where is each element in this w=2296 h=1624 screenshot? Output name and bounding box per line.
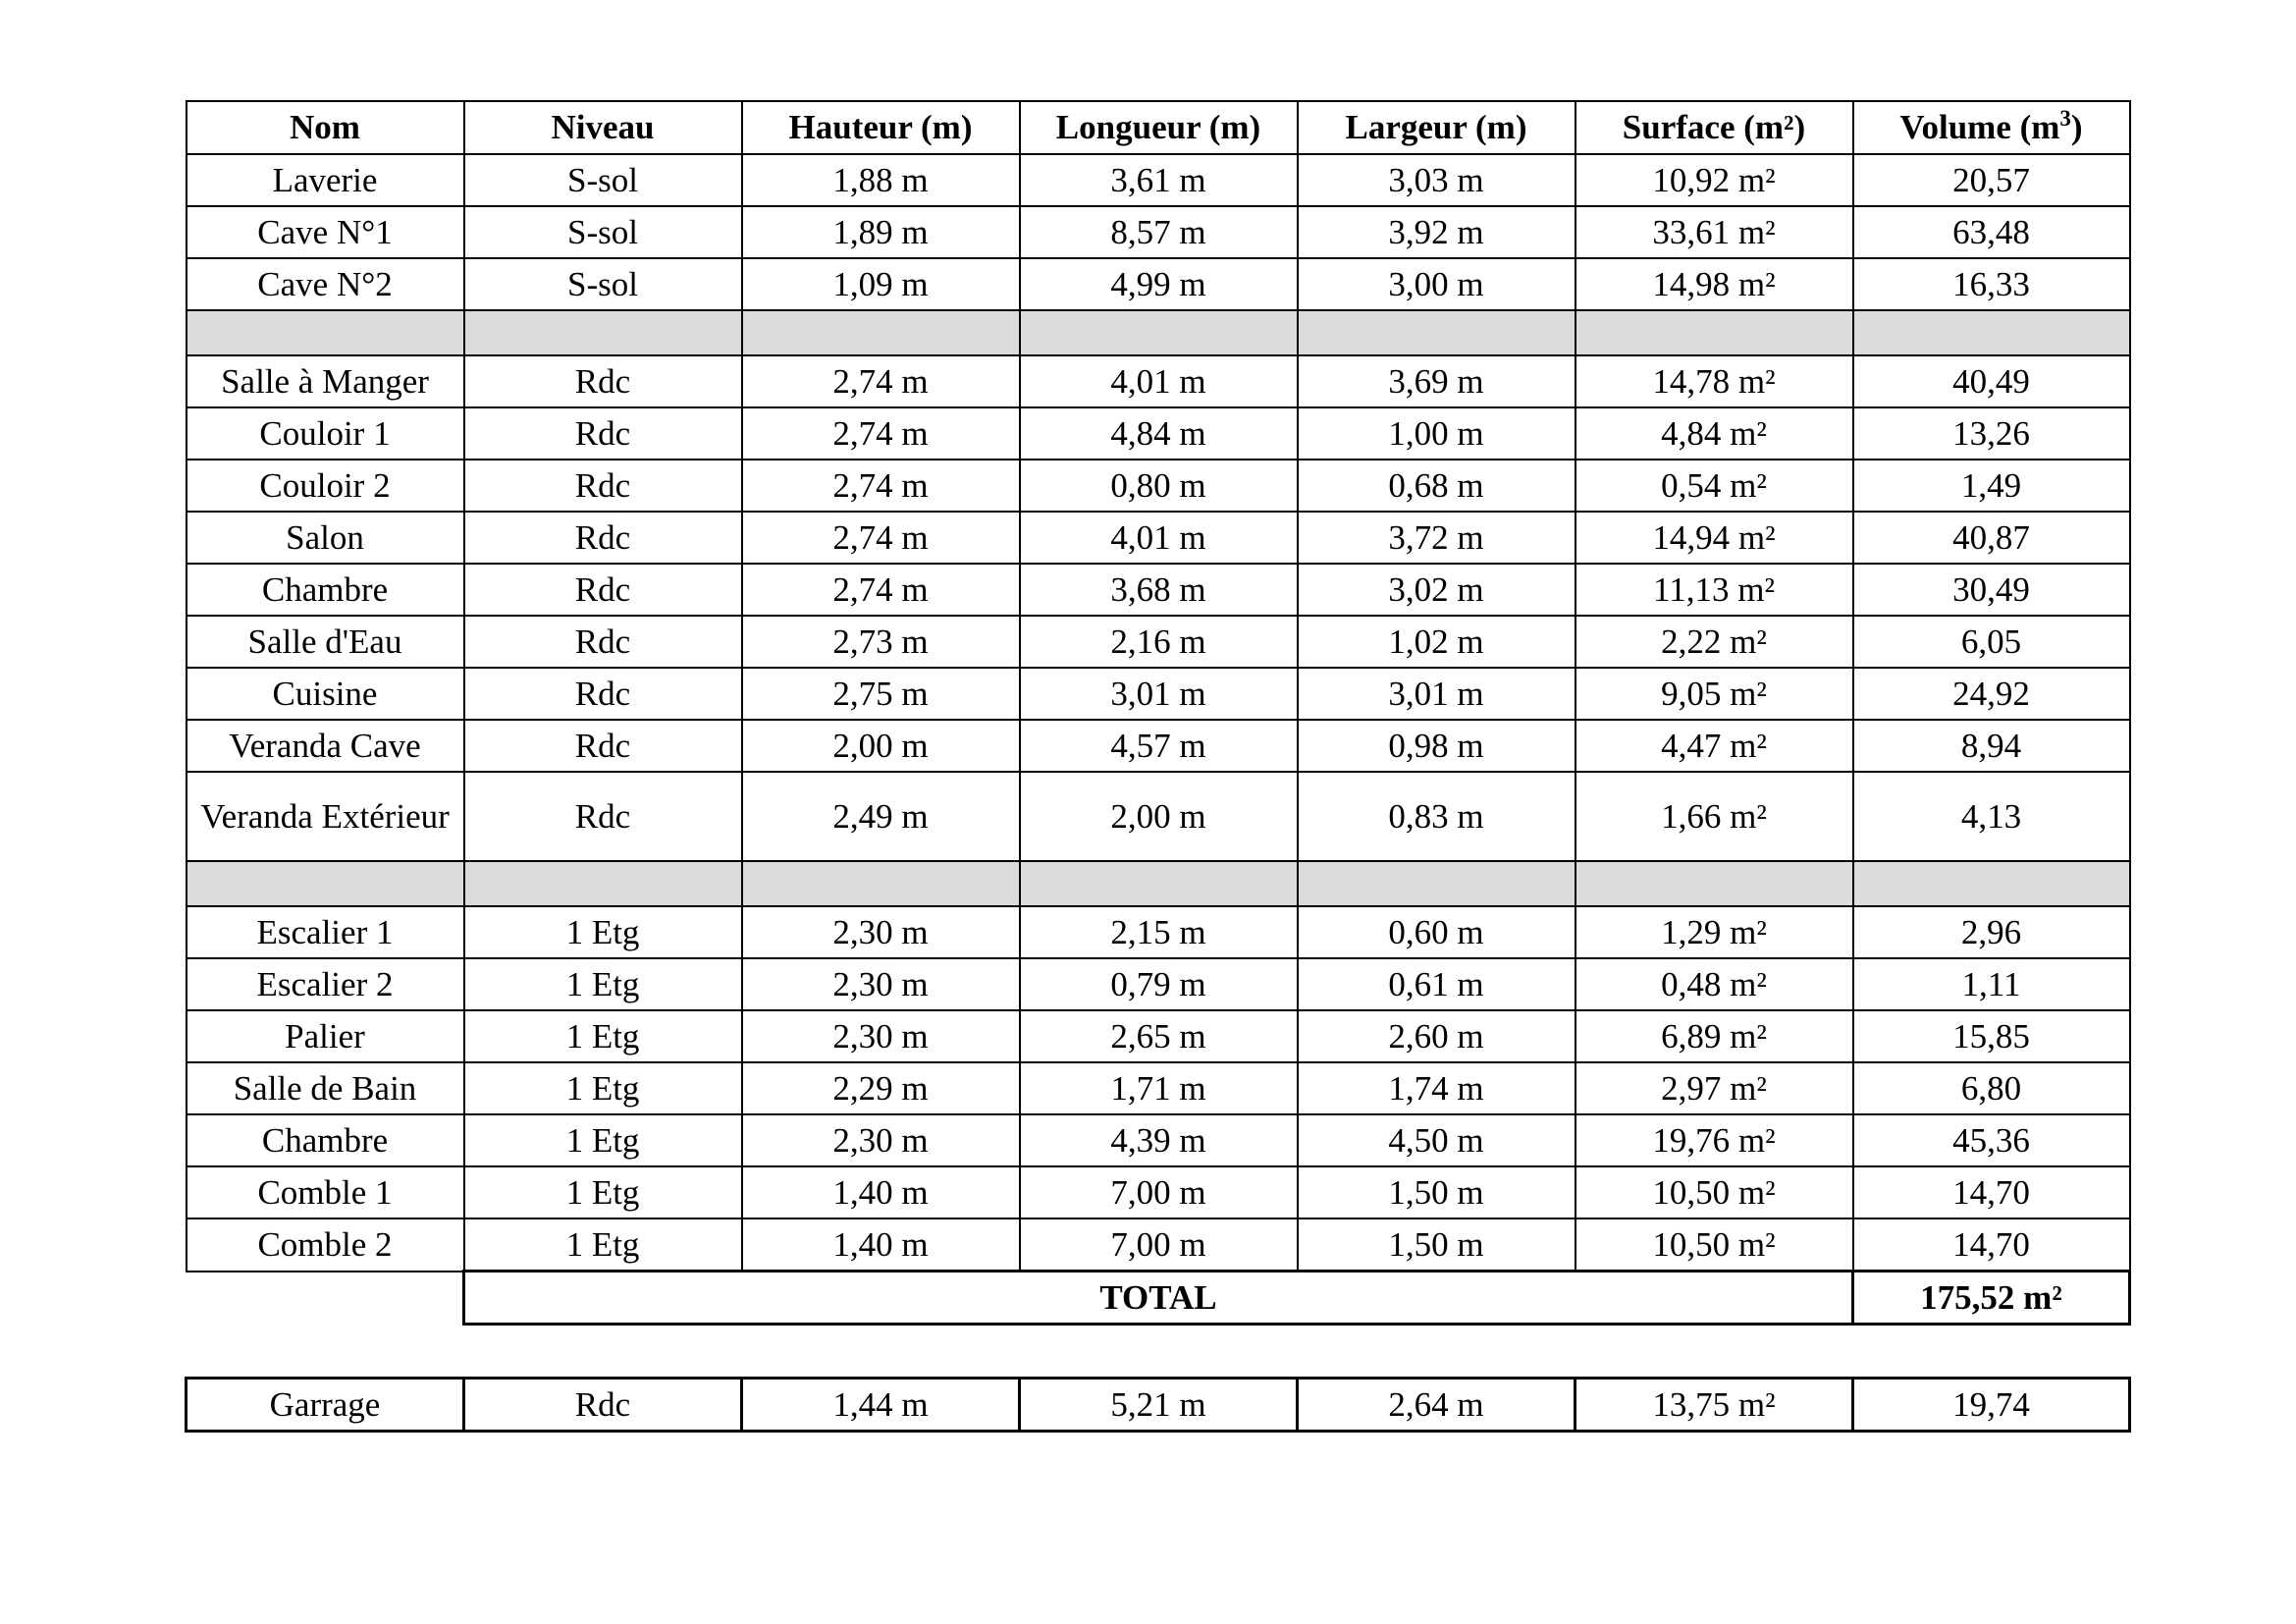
- cell-niveau: Rdc: [464, 772, 742, 861]
- cell-longueur: 4,57 m: [1020, 720, 1298, 772]
- header-niveau: Niveau: [464, 101, 742, 154]
- table-row: [187, 958, 2130, 1010]
- table-row: [187, 1062, 2130, 1114]
- cell-niveau: 1 Etg: [464, 958, 742, 1010]
- cell-longueur: 1,71 m: [1020, 1062, 1298, 1114]
- cell-hauteur: 2,74 m: [742, 407, 1020, 460]
- cell-niveau: Rdc: [464, 512, 742, 564]
- spacer-cell: [187, 1325, 2130, 1379]
- cell-volume: 6,05: [1853, 616, 2130, 668]
- cell-longueur: 8,57 m: [1020, 206, 1298, 258]
- separator-cell: [187, 310, 464, 355]
- table-row: [187, 616, 2130, 668]
- cell-hauteur: 1,89 m: [742, 206, 1020, 258]
- cell-largeur: 1,00 m: [1298, 407, 1575, 460]
- cell-longueur: 3,68 m: [1020, 564, 1298, 616]
- cell-largeur: 3,00 m: [1298, 258, 1575, 310]
- header-volume-base: Volume (m: [1899, 108, 2060, 146]
- cell-surface: 14,98 m²: [1575, 258, 1853, 310]
- cell-niveau: Rdc: [464, 668, 742, 720]
- cell-volume: 6,80: [1853, 1062, 2130, 1114]
- cell-volume: 8,94: [1853, 720, 2130, 772]
- cell-nom: Salon: [187, 512, 464, 564]
- cell-niveau: 1 Etg: [464, 1062, 742, 1114]
- table-row: [187, 1166, 2130, 1218]
- separator-cell: [464, 861, 742, 906]
- cell-largeur: 0,60 m: [1298, 906, 1575, 958]
- cell-volume: 30,49: [1853, 564, 2130, 616]
- cell-largeur: 3,03 m: [1298, 154, 1575, 206]
- table-row: [187, 564, 2130, 616]
- cell-niveau: 1 Etg: [464, 1010, 742, 1062]
- cell-volume: 2,96: [1853, 906, 2130, 958]
- cell-volume: 13,26: [1853, 407, 2130, 460]
- cell-hauteur: 2,30 m: [742, 906, 1020, 958]
- cell-surface: 33,61 m²: [1575, 206, 1853, 258]
- cell-largeur: 0,98 m: [1298, 720, 1575, 772]
- cell-largeur: 3,92 m: [1298, 206, 1575, 258]
- cell-nom: Salle à Manger: [187, 355, 464, 407]
- header-row: [187, 101, 2130, 154]
- cell-longueur: 4,01 m: [1020, 355, 1298, 407]
- header-volume: [1853, 101, 2130, 154]
- cell-largeur: 3,72 m: [1298, 512, 1575, 564]
- cell-largeur: 3,69 m: [1298, 355, 1575, 407]
- cell-niveau: S-sol: [464, 258, 742, 310]
- cell-volume: 24,92: [1853, 668, 2130, 720]
- cell-largeur: 0,61 m: [1298, 958, 1575, 1010]
- cell-nom: Comble 1: [187, 1166, 464, 1218]
- cell-hauteur: 2,74 m: [742, 460, 1020, 512]
- surface-table: [185, 100, 2131, 1433]
- cell-largeur: 4,50 m: [1298, 1114, 1575, 1166]
- cell-niveau: Rdc: [464, 355, 742, 407]
- table-row: [187, 772, 2130, 861]
- cell-hauteur: 1,09 m: [742, 258, 1020, 310]
- separator-cell: [1575, 310, 1853, 355]
- cell-longueur: 2,65 m: [1020, 1010, 1298, 1062]
- cell-nom: Veranda Extérieur: [187, 772, 464, 861]
- garage-cell-surface: 13,75 m²: [1575, 1379, 1853, 1432]
- cell-niveau: Rdc: [464, 616, 742, 668]
- cell-volume: 14,70: [1853, 1218, 2130, 1272]
- cell-longueur: 0,79 m: [1020, 958, 1298, 1010]
- garage-cell-nom: Garrage: [187, 1379, 464, 1432]
- cell-nom: Cuisine: [187, 668, 464, 720]
- total-blank-cell: [187, 1272, 464, 1325]
- table-row: [187, 906, 2130, 958]
- cell-volume: 40,49: [1853, 355, 2130, 407]
- separator-cell: [1575, 861, 1853, 906]
- cell-nom: Cave N°1: [187, 206, 464, 258]
- cell-niveau: Rdc: [464, 407, 742, 460]
- cell-volume: 45,36: [1853, 1114, 2130, 1166]
- table-row: [187, 154, 2130, 206]
- cell-hauteur: 1,40 m: [742, 1218, 1020, 1272]
- cell-surface: 19,76 m²: [1575, 1114, 1853, 1166]
- separator-cell: [1853, 310, 2130, 355]
- separator-cell: [1020, 310, 1298, 355]
- table-row: [187, 720, 2130, 772]
- cell-largeur: 1,74 m: [1298, 1062, 1575, 1114]
- cell-longueur: 7,00 m: [1020, 1218, 1298, 1272]
- total-surface: 175,52 m²: [1853, 1272, 2130, 1325]
- cell-hauteur: 2,30 m: [742, 958, 1020, 1010]
- cell-surface: 2,97 m²: [1575, 1062, 1853, 1114]
- separator-cell: [1298, 861, 1575, 906]
- cell-largeur: 1,02 m: [1298, 616, 1575, 668]
- cell-surface: 6,89 m²: [1575, 1010, 1853, 1062]
- cell-largeur: 1,50 m: [1298, 1166, 1575, 1218]
- header-surface: Surface (m²): [1575, 101, 1853, 154]
- header-volume-sup: 3: [2059, 106, 2071, 131]
- garage-cell-largeur: 2,64 m: [1298, 1379, 1575, 1432]
- cell-surface: 14,94 m²: [1575, 512, 1853, 564]
- cell-surface: 10,50 m²: [1575, 1166, 1853, 1218]
- cell-nom: Chambre: [187, 1114, 464, 1166]
- table-row: [187, 1114, 2130, 1166]
- garage-row: [187, 1379, 2130, 1432]
- cell-niveau: 1 Etg: [464, 1218, 742, 1272]
- cell-surface: 10,50 m²: [1575, 1218, 1853, 1272]
- table-row: [187, 355, 2130, 407]
- cell-niveau: S-sol: [464, 154, 742, 206]
- cell-longueur: 4,99 m: [1020, 258, 1298, 310]
- cell-longueur: 7,00 m: [1020, 1166, 1298, 1218]
- separator-cell: [742, 310, 1020, 355]
- cell-hauteur: 1,88 m: [742, 154, 1020, 206]
- cell-surface: 4,84 m²: [1575, 407, 1853, 460]
- table-row: [187, 1010, 2130, 1062]
- cell-longueur: 2,15 m: [1020, 906, 1298, 958]
- cell-hauteur: 2,75 m: [742, 668, 1020, 720]
- cell-longueur: 4,39 m: [1020, 1114, 1298, 1166]
- cell-volume: 14,70: [1853, 1166, 2130, 1218]
- cell-volume: 4,13: [1853, 772, 2130, 861]
- cell-surface: 2,22 m²: [1575, 616, 1853, 668]
- cell-surface: 14,78 m²: [1575, 355, 1853, 407]
- separator-cell: [187, 861, 464, 906]
- cell-hauteur: 2,30 m: [742, 1010, 1020, 1062]
- cell-nom: Veranda Cave: [187, 720, 464, 772]
- cell-nom: Laverie: [187, 154, 464, 206]
- table-row: [187, 206, 2130, 258]
- cell-niveau: 1 Etg: [464, 906, 742, 958]
- cell-nom: Cave N°2: [187, 258, 464, 310]
- cell-surface: 1,66 m²: [1575, 772, 1853, 861]
- garage-cell-longueur: 5,21 m: [1020, 1379, 1298, 1432]
- separator-cell: [464, 310, 742, 355]
- table-row: [187, 460, 2130, 512]
- total-row: [187, 1272, 2130, 1325]
- header-longueur: Longueur (m): [1020, 101, 1298, 154]
- table-body: [187, 154, 2130, 1432]
- separator-row: [187, 310, 2130, 355]
- cell-niveau: 1 Etg: [464, 1114, 742, 1166]
- table-row: [187, 668, 2130, 720]
- cell-largeur: 1,50 m: [1298, 1218, 1575, 1272]
- cell-largeur: 3,01 m: [1298, 668, 1575, 720]
- cell-hauteur: 2,74 m: [742, 355, 1020, 407]
- cell-niveau: 1 Etg: [464, 1166, 742, 1218]
- cell-nom: Couloir 2: [187, 460, 464, 512]
- cell-longueur: 3,61 m: [1020, 154, 1298, 206]
- cell-longueur: 0,80 m: [1020, 460, 1298, 512]
- cell-hauteur: 2,00 m: [742, 720, 1020, 772]
- cell-hauteur: 2,30 m: [742, 1114, 1020, 1166]
- cell-hauteur: 1,40 m: [742, 1166, 1020, 1218]
- cell-surface: 1,29 m²: [1575, 906, 1853, 958]
- cell-niveau: S-sol: [464, 206, 742, 258]
- cell-niveau: Rdc: [464, 460, 742, 512]
- cell-volume: 1,11: [1853, 958, 2130, 1010]
- cell-surface: 11,13 m²: [1575, 564, 1853, 616]
- cell-hauteur: 2,73 m: [742, 616, 1020, 668]
- separator-cell: [1298, 310, 1575, 355]
- cell-volume: 63,48: [1853, 206, 2130, 258]
- cell-volume: 40,87: [1853, 512, 2130, 564]
- cell-longueur: 3,01 m: [1020, 668, 1298, 720]
- cell-longueur: 2,00 m: [1020, 772, 1298, 861]
- cell-hauteur: 2,49 m: [742, 772, 1020, 861]
- header-nom: Nom: [187, 101, 464, 154]
- cell-niveau: Rdc: [464, 564, 742, 616]
- cell-nom: Salle de Bain: [187, 1062, 464, 1114]
- cell-largeur: 0,68 m: [1298, 460, 1575, 512]
- total-label: TOTAL: [464, 1272, 1853, 1325]
- table-row: [187, 407, 2130, 460]
- cell-hauteur: 2,29 m: [742, 1062, 1020, 1114]
- garage-cell-hauteur: 1,44 m: [742, 1379, 1020, 1432]
- cell-nom: Chambre: [187, 564, 464, 616]
- cell-largeur: 2,60 m: [1298, 1010, 1575, 1062]
- table-row: [187, 258, 2130, 310]
- garage-cell-niveau: Rdc: [464, 1379, 742, 1432]
- cell-volume: 15,85: [1853, 1010, 2130, 1062]
- cell-hauteur: 2,74 m: [742, 512, 1020, 564]
- header-volume-close: ): [2070, 108, 2083, 146]
- cell-volume: 1,49: [1853, 460, 2130, 512]
- cell-largeur: 3,02 m: [1298, 564, 1575, 616]
- separator-cell: [1020, 861, 1298, 906]
- cell-volume: 20,57: [1853, 154, 2130, 206]
- spacer-row: [187, 1325, 2130, 1379]
- cell-surface: 0,54 m²: [1575, 460, 1853, 512]
- cell-longueur: 4,01 m: [1020, 512, 1298, 564]
- table-row: [187, 1218, 2130, 1272]
- cell-nom: Escalier 1: [187, 906, 464, 958]
- cell-largeur: 0,83 m: [1298, 772, 1575, 861]
- cell-longueur: 2,16 m: [1020, 616, 1298, 668]
- cell-hauteur: 2,74 m: [742, 564, 1020, 616]
- separator-cell: [1853, 861, 2130, 906]
- separator-row: [187, 861, 2130, 906]
- cell-surface: 0,48 m²: [1575, 958, 1853, 1010]
- table-row: [187, 512, 2130, 564]
- cell-surface: 9,05 m²: [1575, 668, 1853, 720]
- cell-niveau: Rdc: [464, 720, 742, 772]
- garage-cell-volume: 19,74: [1853, 1379, 2130, 1432]
- cell-nom: Palier: [187, 1010, 464, 1062]
- header-largeur: Largeur (m): [1298, 101, 1575, 154]
- cell-longueur: 4,84 m: [1020, 407, 1298, 460]
- cell-nom: Salle d'Eau: [187, 616, 464, 668]
- header-hauteur: Hauteur (m): [742, 101, 1020, 154]
- cell-surface: 10,92 m²: [1575, 154, 1853, 206]
- cell-nom: Escalier 2: [187, 958, 464, 1010]
- separator-cell: [742, 861, 1020, 906]
- cell-volume: 16,33: [1853, 258, 2130, 310]
- cell-surface: 4,47 m²: [1575, 720, 1853, 772]
- cell-nom: Couloir 1: [187, 407, 464, 460]
- cell-nom: Comble 2: [187, 1218, 464, 1272]
